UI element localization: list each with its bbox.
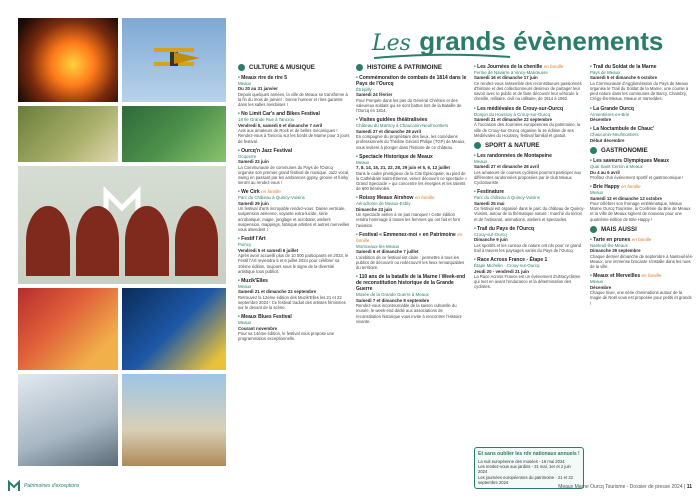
event-title: • Commémoration de combats de 1814 dans le Pays de l'Ourcq	[356, 75, 468, 87]
event-description: Les amateurs de courses cyclistes pourront participer aux différentes randonnées proposées par le club Meaux Cyclotouriste.	[474, 169, 582, 186]
footer-credit: Meaux Marne Ourcq Tourisme - Dossier de presse 2024 | 11	[558, 484, 692, 490]
street-fair-photo	[122, 374, 226, 466]
event-date: Du 4 au 6 avril	[590, 169, 620, 175]
event-title: • Meaux rire de rire 5	[238, 75, 350, 81]
event-description: Profitez d'un événement sportif et gastronomique !	[590, 175, 684, 181]
event-place: Pays de Meaux	[590, 70, 621, 75]
event-item	[474, 64, 586, 102]
promo-line: Les rendez-vous aux jardins - 31 mai, 1er et 2 juin 2024	[478, 464, 571, 475]
event-title: • Brie Happy en famille	[590, 184, 694, 190]
culture-heading: CULTURE & MUSIQUE	[238, 64, 350, 71]
event-title: • Visites guidées théâtralisées	[356, 117, 468, 123]
promo-title: Et sans oublier les rdv nationaux annuels !	[478, 451, 580, 457]
event-place: Parc du Château à Quincy-Voisins	[238, 195, 305, 201]
event-place: Meaux	[238, 283, 252, 289]
event-description: Dans le cadre prestigieux de la Cité Épiscopale, au pied de la Cathédrale Saint-Étienne, venez découvrir ce spectacle « Grand Spectacle » qui concentre les énergies et les talents de 600 bénévoles.	[356, 170, 468, 192]
nature-photo	[122, 106, 226, 162]
event-place: Château du Martroy à Chauconin-Neufmontiers	[356, 123, 449, 129]
culture-column	[238, 64, 350, 346]
family-tag: en famille	[641, 273, 662, 279]
event-description: Ce rendez-vous rassemble des reconstitueurs passionnés d'histoire et des collectionneurs désireux de partager leur savoir avec le public et de faire découvrir leur véhicule à chenille, militaire, civil ou utilitaire, de 1914 à 1962.	[474, 80, 582, 102]
event-date: Du 20 au 31 janvier	[238, 86, 278, 92]
event-item	[356, 195, 468, 227]
event-title: • Festival « Emmenez-moi » en Patrimoine en famille	[356, 232, 468, 244]
event-date: Courant novembre	[238, 325, 278, 331]
event-place: Ferme de Navarre à Vincy-Manœuvre	[474, 70, 548, 75]
event-description: Retrouvez la 12ème édition des Muzik'Elles les 21 et 22 septembre 2024 ! Ce festival traduit des artistes féminines sur le devant de la scène.	[238, 294, 346, 311]
event-date: Samedi 6 et dimanche 7 juillet	[356, 249, 419, 255]
event-description: Depuis quelques années, la ville de Meaux se transforme à la fin du mois de janvier : bonne humeur et rires garantis dans les salles meldoises !	[238, 91, 348, 108]
event-description: Chaque dernier dimanche de septembre à Nanteuil-lès-Meaux, une immense brocante s'installe dans les rues de la ville.	[590, 253, 694, 270]
photo-collage	[18, 18, 226, 466]
event-title: • 110 ans de la bataille de la Marne / Week-end de reconstitution historique de la Grande Guerre	[356, 274, 468, 292]
title-underline	[372, 52, 512, 60]
event-date: Samedi 29 juin	[238, 200, 269, 206]
event-description: Pour sa 14ème édition, le festival vous propose une programmation exceptionnelle.	[238, 331, 335, 342]
event-item	[590, 64, 694, 102]
event-item	[474, 257, 586, 289]
event-title: • Trail du Soldat de la Marne	[590, 64, 694, 70]
monument-icon	[356, 64, 363, 71]
event-description: Un spectacle aérien à ne pas manquer ! Cette édition rendra hommage à toutes les femmes qui ont fait et font l'aviation.	[356, 212, 460, 228]
castle-photo	[18, 166, 226, 284]
event-place: Armentières-en-Brie	[590, 111, 630, 117]
event-place: Étrépilly	[356, 87, 372, 92]
family-tag: en famille	[414, 195, 435, 201]
event-place: Aérodrome de Meaux-Esbly	[356, 201, 411, 207]
event-item	[590, 126, 694, 143]
event-date: Vendredi 5, samedi 6 et dimanche 7 avril	[238, 122, 323, 128]
music-icon	[238, 64, 245, 71]
event-item	[238, 189, 350, 232]
event-item	[238, 75, 350, 107]
concert-photo	[122, 288, 226, 370]
event-item	[356, 154, 468, 192]
event-description: Pour célébrer son fromage emblématique, Meaux Marne Ourcq Tourisme, la Confrérie du Brie de Meaux et la Ville de Meaux signent de nouveau pour une quatrième édition de Brie Happy !	[590, 201, 691, 222]
event-item	[238, 314, 350, 341]
event-description: Après avoir accueilli plus de 10 000 participants en 2023, le Festif l'Art reviendra 5 et 6 juillet 2024 pour célébrer sa 10ème édition, toujours sous le signe de la diversité artistique tous publics.	[238, 253, 349, 274]
event-title: • Festif l'Art	[238, 236, 350, 242]
event-title: • Muzik'Elles	[238, 278, 350, 284]
event-description: Rendez-vous incontournable de la saison culturelle du musée, le week-end dédié aux associations de reconstitution historique vous invite à rencontrer l'Histoire vivante.	[356, 303, 463, 324]
event-item	[356, 75, 468, 113]
event-place: Montceaux-lès-Meaux	[356, 243, 400, 249]
event-item	[356, 117, 468, 149]
event-title: • No Limit Car's and Bikes Festival	[238, 111, 350, 117]
event-item	[356, 232, 468, 270]
event-date: Dimanche 9 juin	[474, 237, 508, 243]
event-item	[238, 278, 350, 310]
event-item	[238, 148, 350, 186]
event-title: • Race Across France - Étape 1	[474, 257, 586, 263]
event-item	[590, 106, 694, 123]
event-date: Samedi 5 et dimanche 6 octobre	[590, 75, 658, 81]
fork-icon	[590, 147, 597, 154]
festival-crowd-photo	[18, 288, 118, 370]
sport-icon	[474, 142, 481, 149]
event-description: Chaque hiver, une série d'animations autour de la magie de Noël vous est proposée pour petits et grands !	[590, 290, 692, 306]
event-description: La Race Across France est un événement d'ultracyclisme qui met en avant l'endurance et la détermination des cyclistes.	[474, 273, 581, 290]
histoire-heading: HISTOIRE & PATRIMOINE	[356, 64, 468, 71]
event-item	[474, 106, 586, 138]
event-title: • Roissy Meaux Airshow en famille	[356, 195, 468, 201]
footer-logo: Patrimoines d'exceptions	[8, 480, 79, 492]
event-place: Chauconin-Neufmontiers	[590, 132, 639, 138]
event-date: Dimanche 29 septembre	[590, 248, 641, 254]
event-title: • Trail du Pays de l'Ourcq	[474, 226, 586, 232]
page-title: Les grands évènements	[372, 26, 664, 56]
event-date: Début décembre	[590, 137, 625, 143]
event-date: Dimanche 23 juin	[356, 206, 393, 212]
event-title: • Les médiévales de Crouy-sur-Ourcq	[474, 106, 586, 112]
event-date: Samedi 24 février	[356, 92, 393, 98]
event-title: • Les randonnées de Montapeine	[474, 153, 586, 159]
family-tag: en famille	[261, 189, 281, 195]
event-place: Meaux	[590, 190, 604, 196]
event-description: À l'occasion des Journées européennes du patrimoine, la ville de Crouy-sur-Ourcq organise la 2e édition de ses Médiévales du Houssoy, festival familial et gratuit.	[474, 122, 581, 138]
event-date: Samedi 27 et dimanche 28 avril	[474, 164, 539, 170]
event-place: 18 Ile Grande Rue à Tancrou	[238, 117, 295, 123]
event-title: • Les Journées de la chenille en famille	[474, 64, 586, 70]
event-title: • Les saveurs Olympiques Meaux	[590, 158, 694, 164]
event-title: • La Grande Ourcq	[590, 106, 694, 112]
event-item	[590, 158, 694, 180]
event-title: • Meaux Blues Festival	[238, 314, 350, 320]
event-title: • Festinature	[474, 189, 586, 195]
event-description: Pour Pompée dans les pas du Général Chrétien et des valeureux soldats qui se sont battus lors de la Bataille de l'Ourcq en 1814.	[356, 97, 462, 114]
event-title: • Tarte en prunes en famille	[590, 237, 694, 243]
star-icon	[590, 226, 597, 233]
event-item	[590, 237, 694, 269]
event-place: Meaux	[474, 159, 488, 165]
event-description: L'ambition de ce festival est claire : permettre à tous les publics de découvrir ou redécouvrir les lieux remarquables du territoire.	[356, 254, 465, 271]
gastronomie-heading: GASTRONOMIE	[590, 147, 694, 154]
event-date: Vendredi 5 et samedi 6 juillet	[238, 247, 299, 253]
event-place: Meaux	[238, 81, 252, 86]
event-item	[238, 111, 350, 143]
event-place: Crouy-sur-Ourcq	[474, 231, 507, 237]
promo-line: La nuit européenne des musées - 18 mai 2024	[478, 459, 565, 464]
event-date: Décembre	[590, 284, 612, 290]
event-date: 7, 8, 14, 15, 21, 22, 28, 29 juin et 5, 6, 12 juillet	[356, 165, 450, 171]
event-date: Jeudi 20 - vendredi 21 juin	[474, 268, 529, 274]
fire-show-photo	[18, 18, 118, 102]
event-description: Un festival d'arts incroyable rendez-vous. Danse verticale, suspension aérienne, voyante extra-lucide, série acrobatique, magie, jonglage et acrobatie, ateliers suspension, mappings, fabrique artistes et autres merveilles vous attendent !	[238, 206, 350, 233]
sport-heading: SPORT & NATURE	[474, 142, 586, 149]
event-place: Meaux	[356, 159, 370, 165]
event-item	[356, 274, 468, 324]
event-description: Les sportifs et les curieux de nature ont rdv pour ce grand trail à travers les paysages variés du Pays de l'Ourcq.	[474, 242, 582, 253]
event-description: Ce festival est organisé dans le parc du château de Quincy-Voisins, autour de la thématique nature : marché du terroir et de l'artisanat, animations, ateliers et spectacles.	[474, 206, 585, 222]
event-description: La Communauté de communes du Pays de l'Ourcq organise son premier grand festival de musique. Jazz vocal, swing en passant par les ambiances gypsy, groove et funky seront au rendez-vous !	[238, 164, 350, 186]
event-title: • La Noctambule de Chauc'	[590, 126, 694, 132]
event-date: Samedi 21 et dimanche 22 septembre	[474, 117, 553, 123]
procession-photo	[18, 106, 118, 162]
national-events-box	[474, 447, 584, 489]
biplane-icon	[144, 40, 204, 78]
event-description: En compagnie du propriétaire des lieux, les comédiens professionnels du Théâtre Gérard Philipe (TGP) de Meaux, vous invitent à plonger dans l'histoire de ce château.	[356, 134, 466, 150]
event-date: Samedi 7 et dimanche 8 septembre	[356, 297, 430, 303]
biplane-photo	[122, 18, 226, 102]
event-place: Musée de la Grande Guerre à Meaux	[356, 292, 429, 298]
event-title: • Ourcq'n Jazz Festival	[238, 148, 350, 154]
event-description: Avis aux amateurs de Rock et de belles mécaniques ! Rendez-vous à Tancrou sur les bords de Marne pour 3 jours de festival.	[238, 128, 350, 144]
event-place: Donjon du Houssoy à Crouy-sur-Ourcq	[474, 111, 550, 117]
nature-column	[474, 64, 586, 294]
event-place: Meaux	[590, 279, 604, 285]
event-date: Samedi 16 et dimanche 17 juin	[474, 75, 538, 81]
mais-aussi-heading: MAIS AUSSI	[590, 226, 694, 233]
event-item	[590, 273, 694, 305]
histoire-column	[356, 64, 468, 328]
event-item	[238, 236, 350, 274]
event-place: Parc du château à Quincy-Voisins	[474, 195, 540, 201]
event-date: Samedi 22 juin	[238, 159, 269, 165]
family-tag: en famille	[543, 64, 564, 69]
event-item	[474, 189, 586, 221]
cathedral-photo	[18, 374, 118, 466]
event-item	[474, 153, 586, 185]
family-tag: en famille	[620, 184, 641, 190]
promo-line: Les journées européennes du patrimoine - 21 et 22 septembre 2024	[478, 474, 573, 485]
family-tag: en famille	[631, 236, 652, 242]
event-place: Étape Michelin - Crouy-sur-Ourcq	[474, 263, 540, 269]
event-place: Poincy	[238, 242, 252, 248]
misc-column	[590, 64, 694, 310]
event-title: • Meaux et Merveilles en famille	[590, 273, 694, 279]
event-date: Décembre	[590, 117, 612, 123]
event-date: Samedi 27 et dimanche 28 avril	[356, 128, 421, 134]
event-place: Meaux	[238, 320, 252, 326]
patrimoine-logo-icon	[8, 480, 20, 492]
family-tag: en famille	[356, 231, 463, 243]
event-title: • Spectacle Historique de Meaux	[356, 154, 468, 160]
event-place: Nanteuil-lès-Meaux	[590, 242, 628, 248]
event-date: Samedi 21 et dimanche 22 septembre	[238, 289, 317, 295]
event-place: Ocquerre	[238, 153, 257, 159]
event-date: Samedi 25 mai	[474, 200, 505, 206]
event-place: Quai Saint Cernin à Meaux	[590, 164, 643, 170]
event-title: • We Cirk en famille	[238, 189, 350, 195]
event-item	[474, 226, 586, 253]
event-description: La Communauté d'Agglomération du Pays de Meaux organise le Trail du Soldat de la Marne, une course à pied nature dans les communes de Barcy, Chambry, Crégy-lès-Meaux, Meaux et Varreddes.	[590, 80, 689, 102]
event-date: Samedi 12 et dimanche 13 octobre	[590, 195, 662, 201]
event-item	[590, 184, 694, 222]
